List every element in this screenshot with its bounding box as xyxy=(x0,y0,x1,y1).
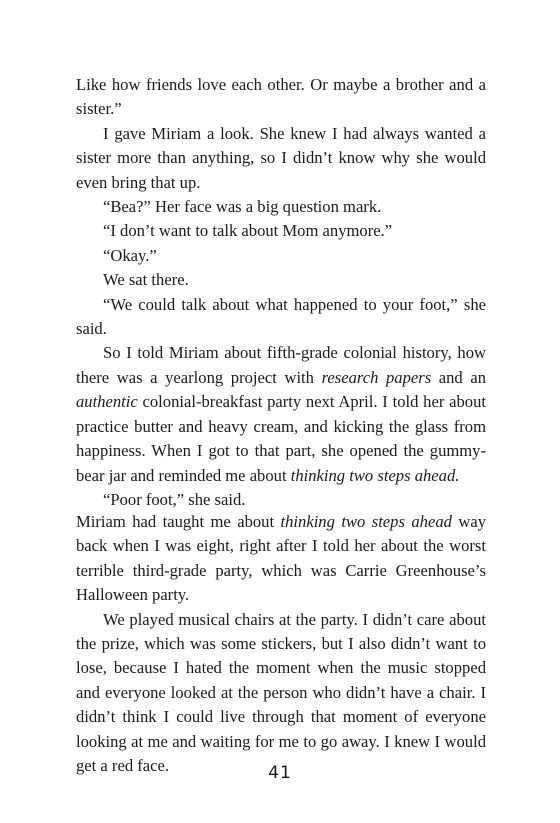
text-run: “Bea?” Her face was a big question mark. xyxy=(103,197,382,217)
text-run: “I don’t want to talk about Mom anymore.” xyxy=(103,221,393,241)
text-run: way back when I was eight, right after I told her about the worst terrible third-grade party, which was Carrie Greenhouse’s Halloween party. xyxy=(76,512,487,605)
page-number: 41 xyxy=(268,763,292,783)
text-run: colonial-breakfast party next April. I told her about practice butter and heavy cream, and kicking the glass from happiness. When I got to that part, she opened the gummy-bear jar and reminded me about xyxy=(76,392,486,485)
paragraph xyxy=(76,268,486,292)
paragraph xyxy=(76,244,486,268)
paragraph xyxy=(76,341,486,487)
paragraph xyxy=(76,73,486,122)
text-section-one xyxy=(76,73,486,512)
italic-text: thinking two steps ahead xyxy=(280,512,452,531)
paragraph xyxy=(76,510,486,608)
paragraph xyxy=(76,488,486,512)
paragraph xyxy=(76,293,486,342)
text-run: We played musical chairs at the party. I didn’t care about the prize, which was some stickers, but I also didn’t want to lose, because I hated the moment when the music stopped and everyone looked at the person who didn’t have a chair. I didn’t think I could live through that moment of everyone looking at me and waiting for me to go away. I knew I would get a red face. xyxy=(76,609,486,776)
text-run: and an xyxy=(431,367,486,387)
text-run: Like how friends love each other. Or maybe a brother and a sister.” xyxy=(76,75,486,119)
italic-text: authentic xyxy=(76,392,138,412)
paragraph xyxy=(76,608,486,779)
text-run: “Poor foot,” she said. xyxy=(103,489,246,509)
text-run: “We could talk about what happened to your foot,” she said. xyxy=(76,294,486,339)
paragraph xyxy=(76,219,486,243)
italic-text: research papers xyxy=(321,367,432,387)
paragraph xyxy=(76,122,486,195)
text-run: So I told Miriam about fifth-grade colonial history, how there was a yearlong project with xyxy=(76,343,486,387)
text-run: We sat there. xyxy=(103,270,189,290)
italic-text: thinking two steps ahead. xyxy=(290,465,460,485)
text-run: “Okay.” xyxy=(103,245,157,265)
text-run: I gave Miriam a look. She knew I had always wanted a sister more than anything, so I didn’t know why she would even bring that up. xyxy=(76,123,486,192)
paragraph xyxy=(76,195,486,219)
text-run: Miriam had taught me about xyxy=(76,512,281,531)
text-section-two xyxy=(76,510,486,778)
